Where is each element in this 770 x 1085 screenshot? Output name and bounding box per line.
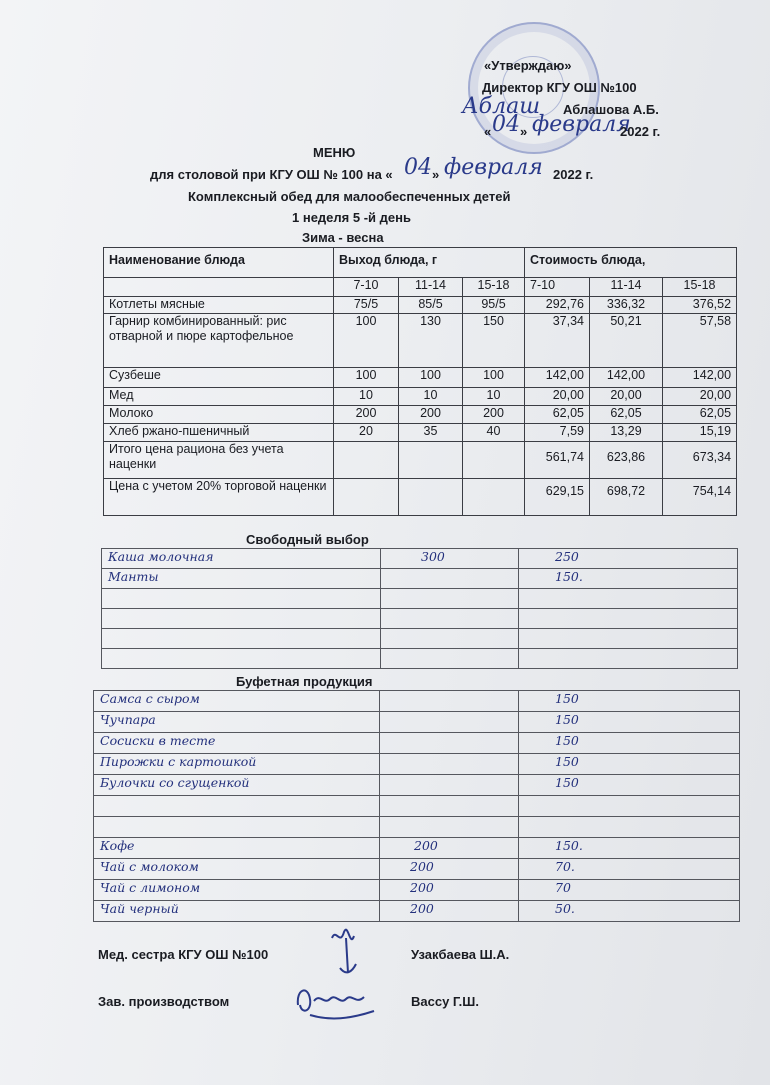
dish-name: Котлеты мясные: [104, 297, 334, 314]
header-dish-name: Наименование блюда: [104, 248, 334, 278]
item-price: 150.: [519, 569, 738, 589]
age-group-cost-3: 15-18: [663, 278, 737, 297]
dish-name: Сузбеше: [104, 368, 334, 388]
cost-15-18: 376,52: [663, 297, 737, 314]
item-price: 150: [519, 712, 740, 733]
cost-15-18: 62,05: [663, 406, 737, 424]
item-qty: [380, 754, 519, 775]
cost-11-14: 62,05: [590, 406, 663, 424]
markup-11-14: 698,72: [590, 479, 663, 516]
table-row: [94, 733, 740, 754]
table-row: [102, 569, 738, 589]
cost-15-18: 15,19: [663, 424, 737, 442]
item-qty: [380, 712, 519, 733]
item-price: [519, 817, 740, 838]
cost-7-10: 142,00: [525, 368, 590, 388]
menu-subtitle: Комплексный обед для малообеспеченных детей: [188, 189, 511, 204]
dish-name: Мед: [104, 388, 334, 406]
item-name: Каша молочная: [102, 549, 381, 569]
table-row: [94, 901, 740, 922]
age-group-cost-2: 11-14: [590, 278, 663, 297]
total-7-10: 561,74: [525, 442, 590, 479]
item-name: Чай с лимоном: [94, 880, 380, 901]
approval-line1: «Утверждаю»: [484, 58, 572, 73]
item-price: [519, 796, 740, 817]
markup-label: Цена с учетом 20% торговой наценки: [104, 479, 334, 516]
free-choice-title: Свободный выбор: [246, 532, 369, 547]
output-15-18: 200: [463, 406, 525, 424]
production-signature: [290, 975, 380, 1025]
table-row: [104, 442, 737, 479]
output-11-14: 200: [399, 406, 463, 424]
output-11-14: 130: [399, 314, 463, 368]
table-row: [94, 796, 740, 817]
table-row: [94, 838, 740, 859]
buffet-table: [93, 690, 740, 922]
output-15-18: 10: [463, 388, 525, 406]
output-15-18: 150: [463, 314, 525, 368]
nurse-signature: [326, 918, 366, 978]
age-group-cost-1: 7-10: [525, 278, 590, 297]
table-row: [94, 754, 740, 775]
table-row: [104, 314, 737, 368]
markup-15-18: 754,14: [663, 479, 737, 516]
table-row: [94, 712, 740, 733]
item-name: Пирожки с картошкой: [94, 754, 380, 775]
menu-table: [103, 247, 737, 516]
output-15-18: 40: [463, 424, 525, 442]
item-name: [102, 589, 381, 609]
item-name: [94, 817, 380, 838]
cost-15-18: 57,58: [663, 314, 737, 368]
approval-date-mid: »: [520, 124, 528, 139]
item-qty: 200: [380, 859, 519, 880]
item-qty: [380, 817, 519, 838]
total-label: Итого цена рациона без учета наценки: [104, 442, 334, 479]
nurse-name: Узакбаева Ш.А.: [411, 947, 510, 962]
empty-cell: [463, 442, 525, 479]
header-output: Выход блюда, г: [334, 248, 525, 278]
cost-11-14: 20,00: [590, 388, 663, 406]
menu-for-canteen: для столовой при КГУ ОШ № 100 на «: [150, 167, 393, 182]
table-row: [102, 649, 738, 669]
item-qty: [381, 609, 519, 629]
output-11-14: 85/5: [399, 297, 463, 314]
buffet-title: Буфетная продукция: [236, 674, 373, 689]
item-qty: 200: [380, 838, 519, 859]
item-qty: [381, 629, 519, 649]
item-qty: [381, 569, 519, 589]
item-name: [102, 609, 381, 629]
age-group-output-3: 15-18: [463, 278, 525, 297]
empty-cell: [399, 442, 463, 479]
item-qty: 200: [380, 880, 519, 901]
dish-name: Хлеб ржано-пшеничный: [104, 424, 334, 442]
item-price: [519, 649, 738, 669]
cost-11-14: 142,00: [590, 368, 663, 388]
table-row: [94, 817, 740, 838]
director-signature: Аблаш: [462, 94, 541, 119]
item-qty: [381, 589, 519, 609]
item-price: 150: [519, 754, 740, 775]
approval-date-day: 04: [492, 112, 520, 137]
item-name: Самса с сыром: [94, 691, 380, 712]
table-row: [94, 775, 740, 796]
approval-date-open: «: [484, 124, 492, 139]
item-name: Чай черный: [94, 901, 380, 922]
table-row: [102, 589, 738, 609]
item-price: 50.: [519, 901, 740, 922]
cost-7-10: 292,76: [525, 297, 590, 314]
output-7-10: 75/5: [334, 297, 399, 314]
item-qty: [380, 691, 519, 712]
cost-11-14: 13,29: [590, 424, 663, 442]
cost-11-14: 50,21: [590, 314, 663, 368]
age-group-output-1: 7-10: [334, 278, 399, 297]
item-price: 150: [519, 775, 740, 796]
output-11-14: 35: [399, 424, 463, 442]
item-price: 250: [519, 549, 738, 569]
item-name: [94, 796, 380, 817]
table-row: [94, 859, 740, 880]
menu-date-day: 04: [404, 155, 432, 180]
item-name: Манты: [102, 569, 381, 589]
empty-cell: [463, 479, 525, 516]
cost-7-10: 62,05: [525, 406, 590, 424]
output-11-14: 10: [399, 388, 463, 406]
table-row: [94, 880, 740, 901]
header-empty-cell: [104, 278, 334, 297]
dish-name: Гарнир комбинированный: рис отварной и пюре картофельное: [104, 314, 334, 368]
output-15-18: 100: [463, 368, 525, 388]
table-row: [102, 609, 738, 629]
item-price: 150.: [519, 838, 740, 859]
production-label: Зав. производством: [98, 994, 230, 1009]
cost-11-14: 336,32: [590, 297, 663, 314]
item-price: 150: [519, 691, 740, 712]
output-7-10: 200: [334, 406, 399, 424]
item-price: 150: [519, 733, 740, 754]
item-qty: 200: [380, 901, 519, 922]
table-row: [102, 549, 738, 569]
dish-name: Молоко: [104, 406, 334, 424]
header-cost: Стоимость блюда,: [525, 248, 737, 278]
item-name: Кофе: [94, 838, 380, 859]
menu-season: Зима - весна: [302, 230, 384, 245]
table-row: [104, 297, 737, 314]
item-qty: [380, 796, 519, 817]
cost-7-10: 20,00: [525, 388, 590, 406]
approval-director-name: Аблашова А.Б.: [563, 102, 659, 117]
menu-week: 1 неделя 5 -й день: [292, 210, 411, 225]
table-row: [104, 406, 737, 424]
table-row: [104, 388, 737, 406]
item-qty: [380, 733, 519, 754]
item-name: Булочки со сгущенкой: [94, 775, 380, 796]
empty-cell: [334, 479, 399, 516]
item-name: Чучпара: [94, 712, 380, 733]
item-name: [102, 649, 381, 669]
production-name: Вассу Г.Ш.: [411, 994, 479, 1009]
table-row: [104, 368, 737, 388]
item-name: Чай с молоком: [94, 859, 380, 880]
approval-date-year: 2022 г.: [620, 124, 661, 139]
table-row: [104, 479, 737, 516]
item-price: 70.: [519, 859, 740, 880]
item-name: [102, 629, 381, 649]
menu-title: МЕНЮ: [313, 145, 356, 160]
cost-7-10: 7,59: [525, 424, 590, 442]
output-7-10: 100: [334, 314, 399, 368]
total-11-14: 623,86: [590, 442, 663, 479]
output-7-10: 100: [334, 368, 399, 388]
table-row: [102, 629, 738, 649]
item-qty: 300: [381, 549, 519, 569]
output-7-10: 10: [334, 388, 399, 406]
free-choice-table: [101, 548, 738, 669]
empty-cell: [399, 479, 463, 516]
table-row: [94, 691, 740, 712]
empty-cell: [334, 442, 399, 479]
item-price: 70: [519, 880, 740, 901]
item-qty: [380, 775, 519, 796]
approval-director: Директор КГУ ОШ №100: [482, 80, 637, 95]
item-name: Сосиски в тесте: [94, 733, 380, 754]
markup-7-10: 629,15: [525, 479, 590, 516]
table-row: [104, 424, 737, 442]
item-price: [519, 629, 738, 649]
item-qty: [381, 649, 519, 669]
output-11-14: 100: [399, 368, 463, 388]
menu-date-year: 2022 г.: [553, 167, 594, 182]
item-price: [519, 589, 738, 609]
cost-7-10: 37,34: [525, 314, 590, 368]
total-15-18: 673,34: [663, 442, 737, 479]
output-7-10: 20: [334, 424, 399, 442]
menu-date-mid: »: [432, 167, 440, 182]
nurse-label: Мед. сестра КГУ ОШ №100: [98, 947, 269, 962]
output-15-18: 95/5: [463, 297, 525, 314]
item-price: [519, 609, 738, 629]
cost-15-18: 20,00: [663, 388, 737, 406]
age-group-output-2: 11-14: [399, 278, 463, 297]
cost-15-18: 142,00: [663, 368, 737, 388]
approval-date-month: февраля: [532, 112, 631, 137]
menu-date-month: февраля: [444, 155, 543, 180]
